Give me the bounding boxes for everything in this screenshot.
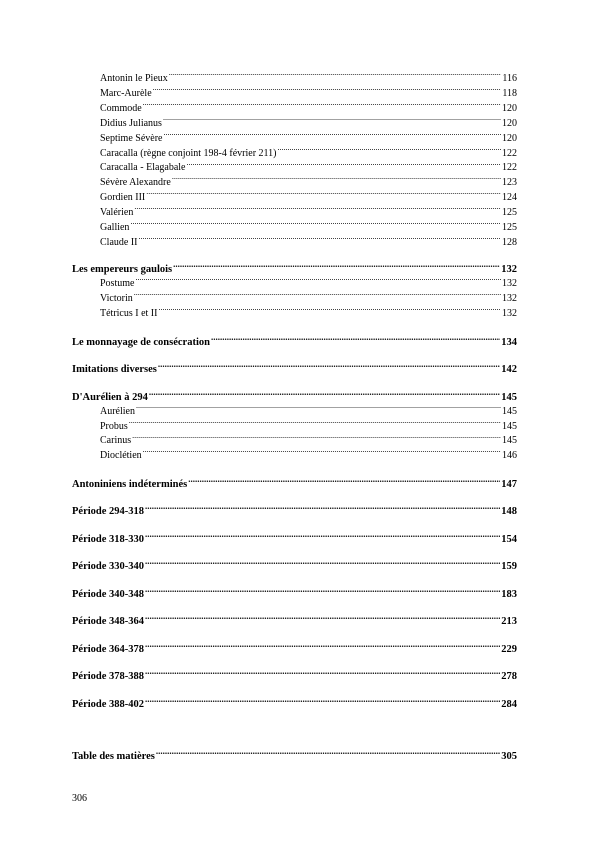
dot-leader bbox=[139, 235, 502, 245]
toc-entry-label: Antonin le Pieux bbox=[100, 73, 168, 84]
toc-section[interactable] bbox=[72, 749, 517, 764]
toc-entry-page: 122 bbox=[502, 162, 517, 174]
toc-entry-label: Dioclétien bbox=[100, 450, 142, 462]
toc-section-label: Période 330-340 bbox=[72, 561, 145, 573]
toc-section-label: Période 364-378 bbox=[72, 643, 145, 655]
toc-entry[interactable] bbox=[72, 433, 517, 448]
toc-entry-page: 132 bbox=[502, 293, 517, 305]
toc-section-page: 229 bbox=[501, 643, 517, 655]
toc-section-page: 159 bbox=[501, 561, 517, 573]
toc-entry-page: 118 bbox=[502, 87, 517, 99]
dot-leader bbox=[132, 433, 501, 443]
toc-section-label: Période 340-348 bbox=[72, 588, 145, 600]
toc-entry-page: 124 bbox=[502, 192, 517, 204]
toc-entry-label: Commode bbox=[100, 102, 142, 114]
dot-leader bbox=[172, 175, 501, 185]
toc-entry[interactable] bbox=[72, 404, 517, 419]
dot-leader bbox=[143, 448, 501, 458]
toc-entry[interactable] bbox=[72, 175, 517, 190]
toc-entry-label: Aurélien bbox=[100, 405, 135, 417]
dot-leader bbox=[143, 101, 501, 111]
toc-entry-page: 145 bbox=[502, 405, 517, 417]
dot-leader bbox=[134, 291, 501, 301]
dot-leader bbox=[188, 476, 500, 487]
dot-leader bbox=[145, 504, 500, 515]
toc-section[interactable] bbox=[72, 559, 517, 574]
toc-section-page: 142 bbox=[501, 364, 517, 376]
dot-leader bbox=[173, 262, 500, 273]
toc-section[interactable] bbox=[72, 262, 517, 277]
toc-entry-label: Marc-Aurèle bbox=[100, 87, 152, 99]
dot-leader bbox=[163, 131, 501, 141]
dot-leader bbox=[145, 586, 500, 597]
toc-entry-page: 128 bbox=[502, 236, 517, 248]
toc-entry-page: 120 bbox=[502, 117, 517, 129]
dot-leader bbox=[145, 696, 500, 707]
toc-entry-label: Carinus bbox=[100, 435, 132, 447]
toc-section-label: Période 318-330 bbox=[72, 533, 145, 545]
toc-section[interactable] bbox=[72, 504, 517, 519]
dot-leader bbox=[135, 276, 501, 286]
toc-entry[interactable] bbox=[72, 71, 517, 86]
toc-entry-page: 122 bbox=[502, 147, 517, 159]
toc-section[interactable] bbox=[72, 334, 517, 349]
toc-entry[interactable] bbox=[72, 86, 517, 101]
toc-entry[interactable] bbox=[72, 448, 517, 463]
toc-entry-page: 123 bbox=[502, 177, 517, 189]
toc-section-label: Antoniniens indéterminés bbox=[72, 478, 188, 490]
toc-section-label: Période 388-402 bbox=[72, 698, 145, 710]
dot-leader bbox=[278, 146, 502, 156]
toc-section-page: 148 bbox=[501, 506, 517, 518]
toc-entry[interactable] bbox=[72, 291, 517, 306]
toc-entry-label: Victorin bbox=[100, 293, 133, 305]
dot-leader bbox=[153, 86, 502, 96]
toc-entry[interactable] bbox=[72, 160, 517, 175]
toc-section-page: 284 bbox=[501, 698, 517, 710]
toc-section[interactable] bbox=[72, 614, 517, 629]
toc-entry[interactable] bbox=[72, 235, 517, 250]
toc-section[interactable] bbox=[72, 696, 517, 711]
toc-entry-label: Septime Sévère bbox=[100, 132, 163, 144]
dot-leader bbox=[169, 71, 502, 81]
toc-entry-page: 132 bbox=[502, 278, 517, 290]
table-of-contents bbox=[72, 71, 517, 763]
dot-leader bbox=[158, 362, 500, 373]
toc-entry-page: 145 bbox=[502, 420, 517, 432]
toc-entry[interactable] bbox=[72, 101, 517, 116]
toc-entry[interactable] bbox=[72, 306, 517, 321]
toc-section-page: 183 bbox=[501, 588, 517, 600]
toc-entry-label: Postume bbox=[100, 278, 135, 290]
dot-leader bbox=[211, 334, 500, 345]
toc-entry-label: Sévère Alexandre bbox=[100, 177, 171, 189]
toc-section-page: 147 bbox=[501, 478, 517, 490]
toc-entry-page: 132 bbox=[502, 308, 517, 320]
toc-section-page: 305 bbox=[501, 751, 517, 763]
dot-leader bbox=[158, 306, 501, 316]
toc-entry-page: 146 bbox=[502, 450, 517, 462]
toc-section-page: 134 bbox=[501, 336, 517, 348]
toc-section-page: 278 bbox=[501, 671, 517, 683]
toc-entry-page: 120 bbox=[502, 132, 517, 144]
toc-entry-label: Gallien bbox=[100, 222, 130, 234]
dot-leader bbox=[156, 749, 500, 760]
toc-entry-label: Tétricus I et II bbox=[100, 308, 158, 320]
dot-leader bbox=[130, 220, 501, 230]
dot-leader bbox=[145, 614, 500, 625]
toc-section-label: Période 294-318 bbox=[72, 506, 145, 518]
dot-leader bbox=[163, 116, 501, 126]
toc-entry-page: 116 bbox=[502, 73, 517, 84]
toc-entry[interactable] bbox=[72, 116, 517, 131]
toc-section[interactable] bbox=[72, 586, 517, 601]
toc-entry-label: Caracalla - Elagabale bbox=[100, 162, 186, 174]
toc-entry-page: 125 bbox=[502, 222, 517, 234]
dot-leader bbox=[129, 419, 501, 429]
toc-entry[interactable] bbox=[72, 146, 517, 161]
dot-leader bbox=[134, 205, 501, 215]
toc-entry-page: 145 bbox=[502, 435, 517, 447]
toc-section[interactable] bbox=[72, 641, 517, 656]
toc-entry[interactable] bbox=[72, 419, 517, 434]
toc-entry-page: 120 bbox=[502, 102, 517, 114]
toc-entry-label: Caracalla (règne conjoint 198-4 février 211) bbox=[100, 147, 277, 159]
toc-section-label: Les empereurs gaulois bbox=[72, 264, 173, 276]
toc-section-page: 145 bbox=[501, 391, 517, 403]
toc-section[interactable] bbox=[72, 669, 517, 684]
toc-entry-label: Didius Julianus bbox=[100, 117, 162, 129]
toc-section-label: Période 348-364 bbox=[72, 616, 145, 628]
toc-section-page: 154 bbox=[501, 533, 517, 545]
dot-leader bbox=[149, 389, 500, 400]
toc-entry[interactable] bbox=[72, 276, 517, 291]
toc-section-label: Imitations diverses bbox=[72, 364, 157, 376]
toc-entry-label: Valérien bbox=[100, 207, 134, 219]
toc-entry-label: Gordien III bbox=[100, 192, 146, 204]
dot-leader bbox=[146, 190, 501, 200]
toc-section[interactable] bbox=[72, 389, 517, 404]
toc-section-page: 132 bbox=[501, 264, 517, 276]
toc-entry[interactable] bbox=[72, 205, 517, 220]
toc-section[interactable] bbox=[72, 531, 517, 546]
toc-section-page: 213 bbox=[501, 616, 517, 628]
toc-entry-label: Claude II bbox=[100, 236, 138, 248]
dot-leader bbox=[136, 404, 501, 414]
toc-entry-page: 125 bbox=[502, 207, 517, 219]
page-number: 306 bbox=[72, 793, 87, 804]
toc-section-label: Période 378-388 bbox=[72, 671, 145, 683]
dot-leader bbox=[187, 160, 502, 170]
toc-entry-label: Probus bbox=[100, 420, 128, 432]
dot-leader bbox=[145, 531, 500, 542]
dot-leader bbox=[145, 669, 500, 680]
toc-entry[interactable] bbox=[72, 220, 517, 235]
toc-section[interactable] bbox=[72, 362, 517, 377]
toc-section-label: Table des matières bbox=[72, 751, 155, 763]
dot-leader bbox=[145, 559, 500, 570]
dot-leader bbox=[145, 641, 500, 652]
toc-section-label: Le monnayage de consécration bbox=[72, 336, 210, 348]
toc-entry[interactable] bbox=[72, 190, 517, 205]
toc-entry[interactable] bbox=[72, 131, 517, 146]
toc-section[interactable] bbox=[72, 476, 517, 491]
toc-section-label: D'Aurélien à 294 bbox=[72, 391, 148, 403]
